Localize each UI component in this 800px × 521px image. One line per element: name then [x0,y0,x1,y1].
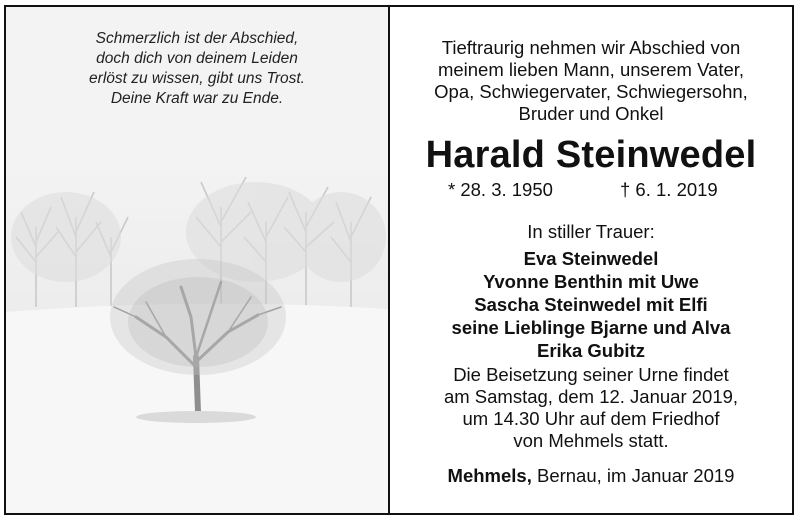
death-date: † 6. 1. 2019 [620,179,718,200]
place-date-rest: Bernau, im Januar 2019 [531,465,735,486]
obituary-notice [4,5,794,515]
notice-text-panel [390,7,792,513]
place-and-date [390,465,792,487]
intro-line: meinem lieben Mann, unserem Vater, [437,59,745,80]
birth-date: * 28. 3. 1950 [448,179,553,200]
mourners-list [390,247,792,362]
life-dates [390,179,792,201]
left-image-panel [6,7,388,513]
quote-line: Deine Kraft war zu Ende. [110,90,284,107]
quote-line: doch dich von deinem Leiden [96,50,298,67]
quote [6,29,388,109]
mourner: Eva Steinwedel [523,248,659,269]
winter-tree-image [6,167,388,513]
funeral-line: Die Beisetzung seiner Urne findet [453,364,729,385]
funeral-details [390,364,792,452]
funeral-line: am Samstag, dem 12. Januar 2019, [443,386,739,407]
intro-line: Opa, Schwiegervater, Schwiegersohn, [434,81,748,102]
quote-line: erlöst zu wissen, gibt uns Trost. [89,70,305,87]
intro-line: Tieftraurig nehmen wir Abschied von [441,37,741,58]
mourner: seine Lieblinge Bjarne und Alva [451,317,731,338]
funeral-line: von Mehmels statt. [513,430,669,451]
deceased-name: Harald Steinwedel [425,134,757,176]
quote-line: Schmerzlich ist der Abschied, [95,30,299,47]
mourner: Erika Gubitz [537,340,645,361]
place-name: Mehmels, [447,465,532,486]
funeral-line: um 14.30 Uhr auf dem Friedhof [462,408,720,429]
intro-line: Bruder und Onkel [518,103,664,124]
mourner: Yvonne Benthin mit Uwe [483,271,699,292]
intro-text [390,37,792,125]
mourner: Sascha Steinwedel mit Elfi [474,294,708,315]
mourning-label: In stiller Trauer: [527,221,655,242]
